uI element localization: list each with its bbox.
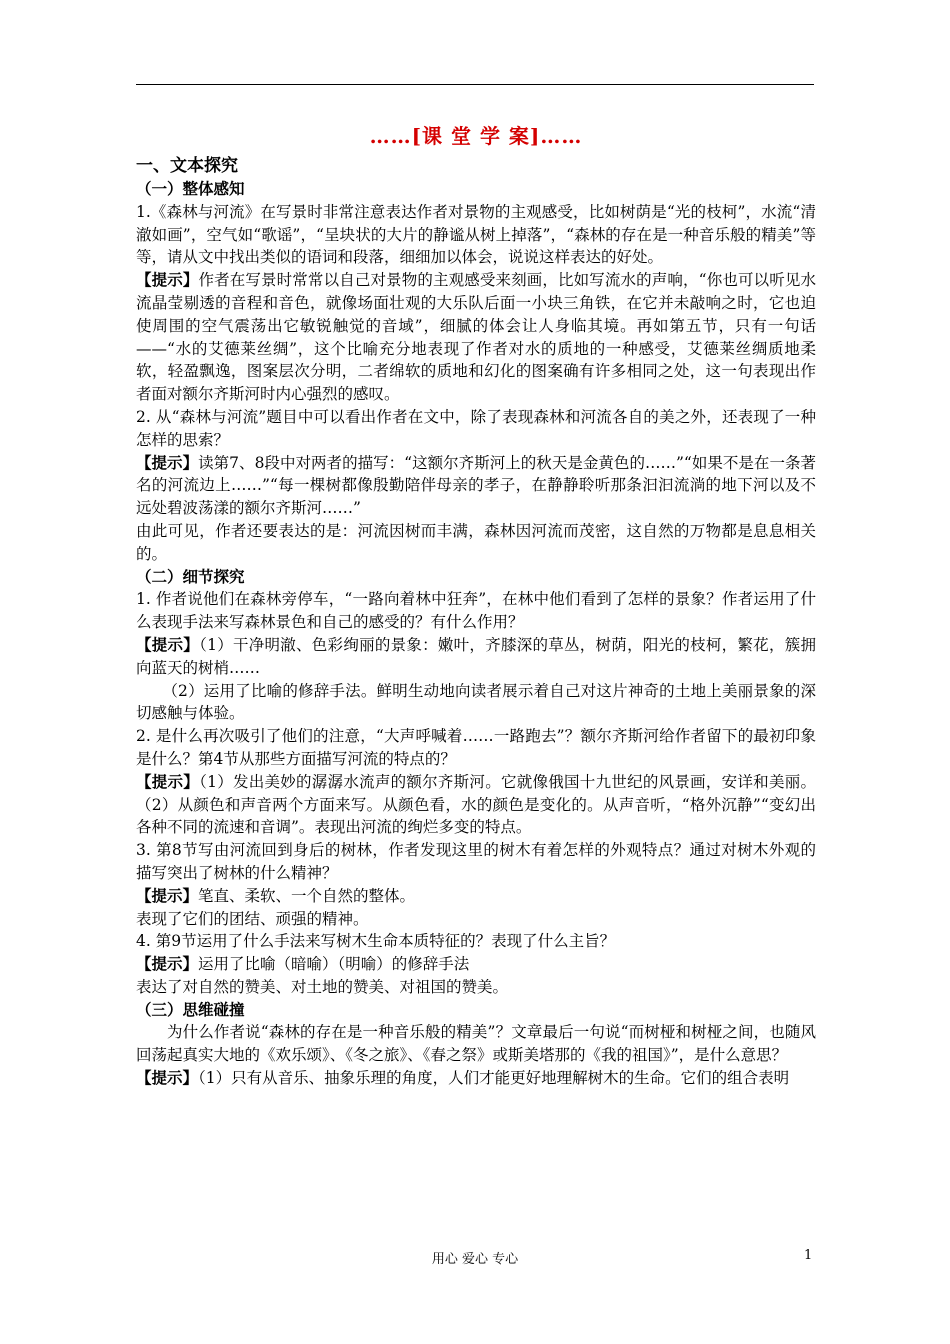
hint-paragraph: [136, 452, 816, 520]
hint-text: 笔直、柔软、一个自然的整体。: [198, 886, 416, 905]
hint-paragraph: [136, 634, 816, 680]
question-paragraph: 3. 第8节写由河流回到身后的树林，作者发现这里的树木有着怎样的外观特点？通过对树木外观的描写突出了树林的什么精神？: [136, 841, 816, 882]
document-body: [136, 118, 816, 1090]
page-title: ……[课 堂 学 案]……: [369, 124, 583, 148]
subsection-heading: （一）整体感知: [136, 179, 245, 198]
subsection-heading: （三）思维碰撞: [136, 999, 245, 1019]
hint-text: 读第7、8段中对两者的描写：“这额尔齐斯河上的秋天是金黄色的……”“如果不是在一条著名的河流边上……”“每一棵树都像殷勤陪伴母亲的孝子，在静静聆听那条汩汩流淌的地下河以及不远处碧波荡漾的额尔齐斯河……”: [136, 453, 816, 518]
footer-text: 用心 爱心 专心: [431, 1252, 519, 1267]
hint-label: 【提示】: [136, 452, 199, 472]
body-paragraph: 表现了它们的团结、顽强的精神。: [136, 909, 369, 928]
hint-label: 【提示】: [136, 634, 200, 654]
question-paragraph: 2. 是什么再次吸引了他们的注意，“大声呼喊着……一路跑去”？额尔齐斯河给作者留下的最初印象是什么？第4节从那些方面描写河流的特点的？: [136, 727, 816, 768]
section-heading: 一、文本探究: [136, 156, 238, 176]
hint-text: 作者在写景时常常以自己对景物的主观感受来刻画，比如写流水的声响，“你也可以听见水流晶莹剔透的音程和音色，就像场面壮观的大乐队后面一小块三角铁，在它并未敲响之时，它也迫使周围的空气震荡出它敏锐触觉的音域”，细腻的体会让人身临其境。再如第五节，只有一句话——“水的艾德莱丝绸”，这个比喻充分地表现了作者对水的质地的一种感受，艾德莱丝绸质地柔软，轻盈飘逸，图案层次分明，二者绵软的质地和幻化的图案确有许多相同之处，这一句表现出作者面对额尔齐斯河时内心强烈的感叹。: [136, 271, 816, 404]
hint-label: 【提示】: [136, 270, 199, 290]
hint-paragraph: [136, 771, 816, 839]
hint-text: （1）发出美妙的潺潺水流声的额尔齐斯河。它就像俄国十九世纪的风景画，安详和美丽。（2）从颜色和声音两个方面来写。从颜色看，水的颜色是变化的。从声音听，“格外沉静”“变幻出各种不同的流速和音调”。表现出河流的绚烂多变的特点。: [136, 772, 816, 837]
hint-text: 运用了比喻（暗喻）（明喻）的修辞手法: [198, 955, 470, 974]
question-paragraph: 为什么作者说“森林的存在是一种音乐般的精美”？文章最后一句说“而树桠和树桠之间，也随风回荡起真实大地的《欢乐颂》、《冬之旅》、《春之祭》或斯美塔那的《我的祖国》”，是什么意思？: [136, 1023, 816, 1065]
body-paragraph: 表达了对自然的赞美、对土地的赞美、对祖国的赞美。: [136, 977, 509, 996]
hint-label: 【提示】: [136, 771, 200, 791]
page-number: 1: [804, 1248, 813, 1263]
hint-label: 【提示】: [136, 885, 199, 905]
question-paragraph: 4. 第9节运用了什么手法来写树木生命本质特征的？表现了什么主旨？: [136, 932, 616, 951]
hint-paragraph: [136, 269, 816, 406]
question-paragraph: 1.《森林与河流》在写景时非常注意表达作者对景物的主观感受，比如树荫是“光的枝柯”，水流“清澈如画”，空气如“歌谣”，“呈块状的大片的静谧从树上掉落”，“森林的存在是一种音乐般的精美”等等，请从文中找出类似的语词和段落，细细加以体会，说说这样表达的好处。: [136, 202, 816, 267]
hint-paragraph: [136, 1067, 816, 1090]
hint-text: （1）只有从音乐、抽象乐理的角度，人们才能更好地理解树木的生命。它们的组合表明: [198, 1069, 790, 1088]
hint-label: 【提示】: [136, 1068, 199, 1088]
hint-text: （1）干净明澈、色彩绚丽的景象：嫩叶，齐膝深的草丛，树荫，阳光的枝柯，繁花，簇拥向蓝天的树梢……: [136, 635, 816, 677]
body-paragraph: （2）运用了比喻的修辞手法。鲜明生动地向读者展示着自己对这片神奇的土地上美丽景象的深切感触与体验。: [136, 681, 816, 723]
hint-label: 【提示】: [136, 954, 199, 974]
subsection-heading: （二）细节探究: [136, 566, 245, 586]
body-paragraph: 由此可见，作者还要表达的是：河流因树而丰满，森林因河流而茂密，这自然的万物都是息息相关的。: [136, 521, 816, 563]
header-rule: [136, 84, 814, 85]
question-paragraph: 2. 从“森林与河流”题目中可以看出作者在文中，除了表现森林和河流各自的美之外，还表现了一种怎样的思索？: [136, 407, 816, 449]
question-paragraph: 1. 作者说他们在森林旁停车，“一路向着林中狂奔”，在林中他们看到了怎样的景象？作者运用了什么表现手法来写森林景色和自己的感受的？有什么作用？: [136, 590, 816, 632]
hint-paragraph: [136, 885, 816, 908]
hint-paragraph: [136, 953, 816, 976]
